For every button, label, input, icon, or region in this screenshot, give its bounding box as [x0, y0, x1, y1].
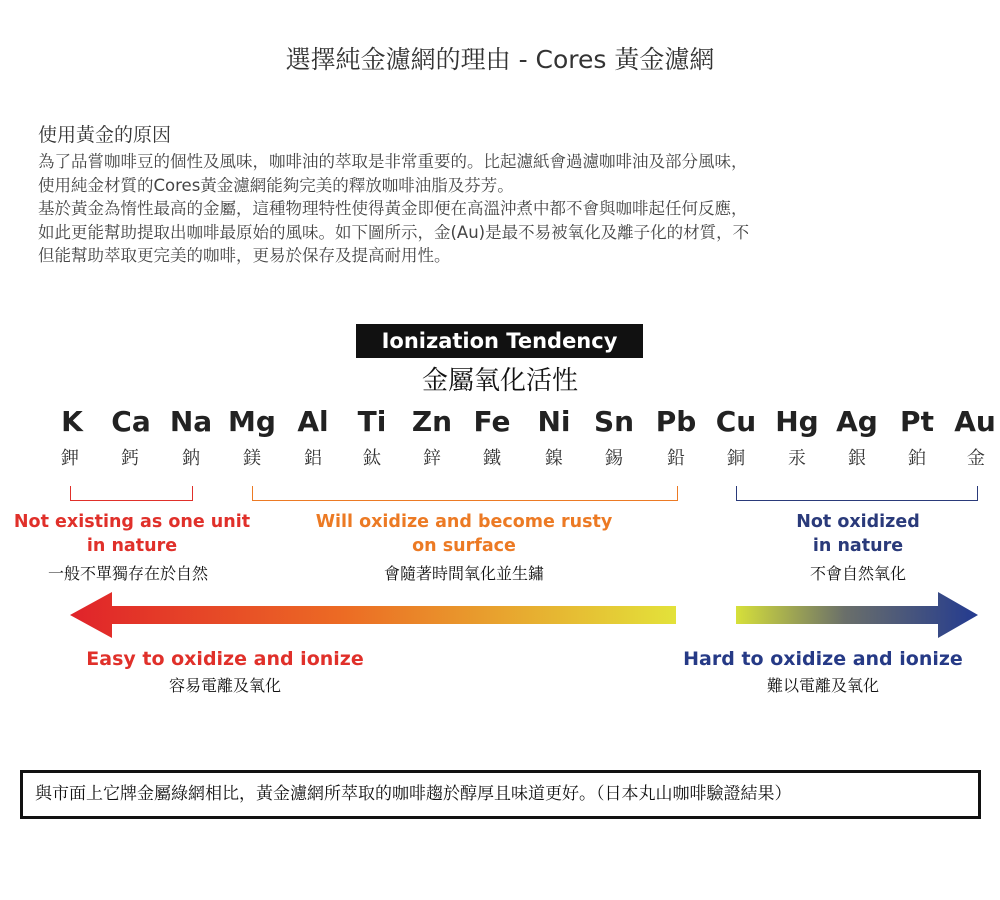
- element-symbol: Au: [954, 405, 996, 438]
- intro-line: 使用純金材質的Cores黃金濾網能夠完美的釋放咖啡油脂及芬芳。: [38, 175, 514, 195]
- page-title: 選擇純金濾網的理由 - Cores 黃金濾網: [285, 45, 715, 74]
- element-name: 錫: [605, 448, 623, 469]
- easy-oxidize-label: Easy to oxidize and ionize: [86, 648, 364, 670]
- element-symbol: Ca: [111, 405, 151, 438]
- element-name: 鈉: [182, 448, 200, 469]
- group-bracket-rusty: [252, 486, 678, 501]
- group-label-line: Not existing as one unit: [13, 512, 251, 532]
- gradient-arrows: [0, 580, 1000, 650]
- element-name: 鋁: [304, 448, 322, 469]
- element-symbol: Mg: [228, 405, 276, 438]
- element-name: 銅: [727, 448, 745, 469]
- intro-line: 基於黃金為惰性最高的金屬，這種物理特性使得黃金即便在高溫沖煮中都不會與咖啡起任何反應，: [38, 199, 748, 218]
- element-name: 鈣: [121, 448, 139, 469]
- element-symbol: Ti: [357, 405, 387, 438]
- element-name: 鋅: [423, 448, 441, 469]
- easy-oxidize-cn: 容易電離及氧化: [168, 676, 281, 695]
- group-cn-unstable: 一般不單獨存在於自然: [47, 564, 208, 583]
- element-symbol: Ni: [537, 405, 571, 438]
- group-label-noble: [758, 510, 958, 558]
- element-name: 鉛: [667, 448, 685, 469]
- hard-oxidize-label: Hard to oxidize and ionize: [683, 648, 963, 670]
- element-symbol: K: [61, 405, 83, 438]
- group-bracket-unstable: [70, 486, 193, 501]
- element-symbol: Fe: [473, 405, 511, 438]
- intro-line: 為了品嘗咖啡豆的個性及風味，咖啡油的萃取是非常重要的。比起濾紙會過濾咖啡油及部分風味，: [38, 152, 748, 171]
- element-name: 鉀: [61, 448, 79, 469]
- element-symbol: Al: [297, 405, 329, 438]
- intro-line: 如此更能幫助提取出咖啡最原始的風味。如下圖所示，金(Au)是最不易被氧化及離子化的材質，不: [38, 222, 750, 242]
- element-name: 鐵: [483, 448, 501, 469]
- element-symbol: Ag: [836, 405, 878, 438]
- ionization-badge: Ionization Tendency: [356, 324, 643, 358]
- intro-heading: 使用黃金的原因: [38, 124, 172, 146]
- hard-oxidize-cn: 難以電離及氧化: [766, 676, 879, 695]
- group-label-line: Not oxidized: [796, 512, 920, 532]
- element-symbol: Pb: [655, 405, 697, 438]
- element-symbol: Cu: [715, 405, 757, 438]
- element-symbol: Sn: [593, 405, 635, 438]
- group-bracket-noble: [736, 486, 978, 501]
- element-name: 鎂: [243, 448, 261, 469]
- element-name: 鈦: [363, 448, 381, 469]
- intro-line: 但能幫助萃取更完美的咖啡，更易於保存及提高耐用性。: [38, 246, 451, 265]
- diagram-subtitle: 金屬氧化活性: [421, 366, 578, 396]
- group-cn-noble: 不會自然氧化: [809, 564, 906, 583]
- element-symbol: Na: [169, 405, 213, 438]
- element-name: 汞: [788, 448, 806, 469]
- element-name: 金: [967, 448, 985, 469]
- group-label-line: Will oxidize and become rusty: [315, 512, 613, 532]
- group-label-line: on surface: [412, 536, 516, 556]
- right-arrow: [736, 592, 978, 638]
- element-symbol: Pt: [900, 405, 934, 438]
- group-label-line: in nature: [812, 536, 904, 556]
- footer-note: 與市面上它牌金屬綠網相比，黃金濾網所萃取的咖啡趨於醇厚且味道更好。（日本丸山咖啡驗證結果）: [20, 770, 981, 819]
- element-symbol: Hg: [775, 405, 819, 438]
- group-label-rusty: [294, 510, 634, 558]
- element-symbol: Zn: [411, 405, 453, 438]
- left-arrow: [70, 592, 676, 638]
- element-name: 鎳: [545, 448, 563, 469]
- group-label-unstable: [0, 510, 264, 558]
- element-name: 鉑: [908, 448, 926, 469]
- group-label-line: in nature: [86, 536, 178, 556]
- element-name: 銀: [848, 448, 866, 469]
- intro-text: [38, 150, 968, 268]
- group-cn-rusty: 會隨著時間氧化並生鏽: [383, 564, 544, 583]
